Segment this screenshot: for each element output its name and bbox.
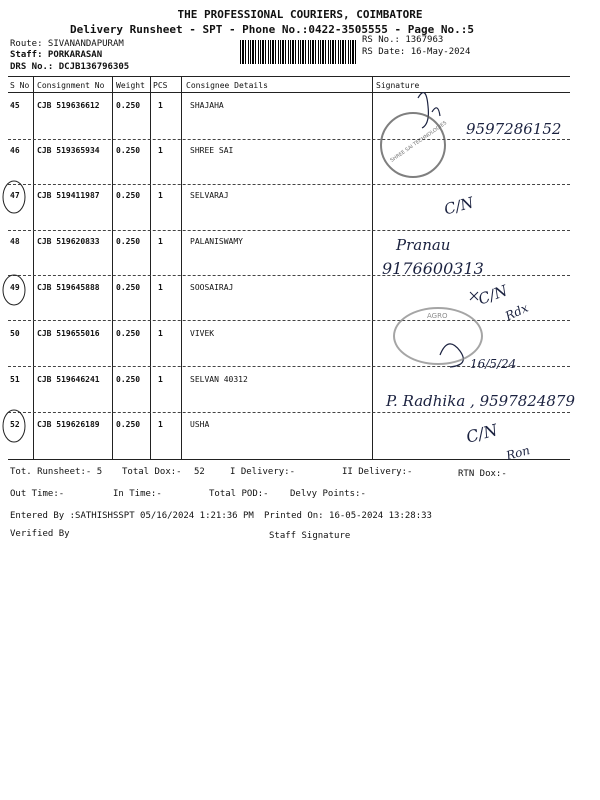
in-time: In Time:- [113,489,162,499]
row-sno: 52 [10,420,20,429]
rs-date: RS Date: 16-May-2024 [362,47,471,57]
staff-label: Staff: PORKARASAN [10,50,103,60]
row-consignee: SELVAN 40312 [190,375,248,384]
col-header-signature: Signature [376,81,420,90]
col-header-sno: S No [10,81,30,90]
row-pcs: 1 [158,237,163,246]
i-delivery: I Delivery:- [230,467,296,477]
row-consignee: USHA [190,420,210,429]
row-consignee: SHAJAHA [190,101,224,110]
company-title: THE PROFESSIONAL COURIERS, COIMBATORE [177,8,423,21]
row-pcs: 1 [158,283,163,292]
route-label: Route: SIVANANDAPURAM [10,39,124,49]
row-sno: 45 [10,101,20,110]
staff-signature: Staff Signature [269,531,351,541]
row-pcs: 1 [158,375,163,384]
row-sno: 49 [10,283,20,292]
handwritten-cn-3: C/N [464,420,500,447]
row-pcs: 1 [158,101,163,110]
handwritten-name-2: P. Radhika , 9597824879 [386,392,576,410]
row-sno: 46 [10,146,20,155]
row-consignment: CJB 519626189 [37,420,100,429]
entered-by: Entered By :SATHISHSSPT 05/16/2024 1:21:36 PM [10,511,254,521]
handwritten-name-1: Pranau [396,236,451,254]
row-weight: 0.250 [116,420,141,429]
runsheet-subtitle: Delivery Runsheet - SPT - Phone No.:0422-3505555 - Page No.:5 [70,23,474,36]
row-sno: 48 [10,237,20,246]
row-pcs: 1 [158,329,163,338]
row-consignment: CJB 519636612 [37,101,100,110]
row-consignment: CJB 519365934 [37,146,100,155]
printed-on: Printed On: 16-05-2024 13:28:33 [264,511,432,521]
rs-number: RS No.: 1367963 [362,35,444,45]
out-time: Out Time:- [10,489,65,499]
row-pcs: 1 [158,420,163,429]
row-pcs: 1 [158,191,163,200]
row-consignee: VIVEK [190,329,215,338]
handwritten-cn-2: C/N [475,281,510,309]
verified-by: Verified By [10,529,70,539]
row-consignee: SHREE SAI [190,146,234,155]
row-weight: 0.250 [116,101,141,110]
row-sno: 50 [10,329,20,338]
row-consignee: SELVARAJ [190,191,229,200]
handwritten-phone-1: 9597286152 [466,120,562,138]
row-pcs: 1 [158,146,163,155]
handwritten-date: 16/5/24 [470,357,517,371]
row-sno: 51 [10,375,20,384]
tot-runsheet: Tot. Runsheet:- 5 [10,467,103,477]
agro-stamp: AGRO [393,307,483,365]
handwritten-ron: Ron [504,443,532,463]
row-consignment: CJB 519655016 [37,329,100,338]
row-consignment: CJB 519645888 [37,283,100,292]
row-weight: 0.250 [116,375,141,384]
row-sno: 47 [10,191,20,200]
row-weight: 0.250 [116,146,141,155]
row-weight: 0.250 [116,329,141,338]
row-consignee: PALANISWAMY [190,237,243,246]
row-weight: 0.250 [116,283,141,292]
total-dox-label: Total Dox:- [122,467,182,477]
row-consignment: CJB 519646241 [37,375,100,384]
ii-delivery: II Delivery:- [342,467,413,477]
row-consignee: SOOSAIRAJ [190,283,234,292]
row-consignment: CJB 519411987 [37,191,100,200]
handwritten-cn-1: C/N [442,193,476,219]
col-header-pcs: PCS [153,81,168,90]
total-dox-value: 52 [194,467,205,477]
row-weight: 0.250 [116,237,141,246]
handwritten-rdx: Rdx [503,300,531,324]
delvy-points: Delvy Points:- [290,489,366,499]
row-consignment: CJB 519620833 [37,237,100,246]
drs-number: DRS No.: DCJB136796305 [10,62,130,72]
row-weight: 0.250 [116,191,141,200]
col-header-consignee: Consignee Details [186,81,268,90]
rtn-dox: RTN Dox:- [458,469,507,479]
total-pod: Total POD:- [209,489,269,499]
col-header-weight: Weight [116,81,145,90]
handwritten-phone-2: 9176600313 [382,259,484,278]
col-header-consignment: Consignment No [37,81,105,90]
company-seal-stamp: SHREE SAI TECHNOLOGIES [380,112,446,178]
